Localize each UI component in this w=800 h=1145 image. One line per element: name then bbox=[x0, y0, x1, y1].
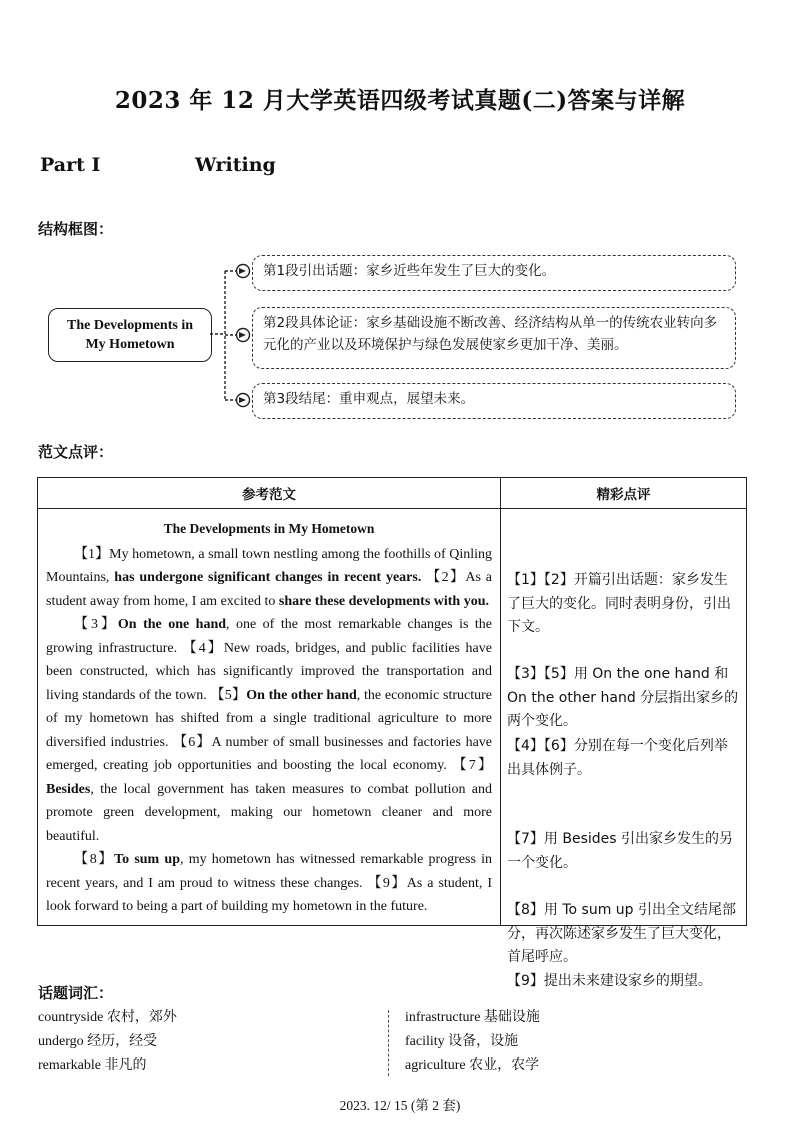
essay-highlight: On the other hand bbox=[246, 687, 357, 703]
essay-highlight: Besides bbox=[46, 781, 91, 797]
essay-highlight: To sum up bbox=[114, 852, 180, 867]
comment-1: 【1】【2】开篇引出话题：家乡发生了巨大的变化。同时表明身份，引出下文。 bbox=[507, 572, 731, 635]
essay-text: 【2】As a student away from home, I am excited to bbox=[46, 570, 492, 609]
comment-cell bbox=[501, 509, 747, 989]
page-title: 2023 年 12 月大学英语四级考试真题(二)答案与详解 bbox=[114, 87, 686, 114]
vocab-item: undergo 经历，经受 bbox=[38, 1034, 158, 1049]
vocab-list-right bbox=[405, 1006, 540, 1078]
vocab-label: 话题词汇： bbox=[38, 984, 114, 1002]
root-line-2: My Hometown bbox=[85, 337, 175, 352]
part-name: Writing bbox=[195, 154, 276, 176]
essay-paragraph-3 bbox=[46, 848, 492, 919]
essay-highlight: has undergone significant changes in recent years. bbox=[114, 570, 422, 585]
vocab-item: infrastructure 基础设施 bbox=[405, 1010, 540, 1025]
root-line-1: The Developments in bbox=[67, 318, 193, 333]
diagram-branch-1: 第1段引出话题：家乡近些年发生了巨大的变化。 bbox=[252, 255, 736, 291]
comment-3: 【4】【6】分别在每一个变化后列举出具体例子。 bbox=[507, 738, 728, 778]
comment-5: 【8】用 To sum up 引出全文结尾部分，再次陈述家乡发生了巨大变化，首尾呼应。 bbox=[507, 902, 737, 965]
essay-text: 【3】 bbox=[74, 617, 118, 632]
essay-highlight: On the one hand bbox=[117, 617, 227, 632]
essay-title: The Developments in My Hometown bbox=[163, 521, 375, 536]
vocab-item: agriculture 农业，农学 bbox=[405, 1058, 540, 1073]
vocab-divider bbox=[388, 1010, 389, 1076]
review-label: 范文点评： bbox=[38, 443, 114, 461]
vocab-list-left bbox=[38, 1006, 177, 1078]
page-footer: 2023. 12/ 15 (第 2 套) bbox=[339, 1098, 461, 1113]
essay-text: , my hometown has witnessed remarkable progress in recent years, and I am proud to witness these changes. 【9】As a student, I look forward to being a part of building my hometown in the future. bbox=[46, 852, 493, 914]
essay-text: 【8】 bbox=[74, 852, 115, 867]
comment-4: 【7】用 Besides 引出家乡发生的另一个变化。 bbox=[507, 831, 734, 871]
vocab-item: countryside 农村，郊外 bbox=[38, 1010, 177, 1025]
essay-text: , the local government has taken measures to combat pollution and promote green development, making our hometown cleaner and more beautiful. bbox=[46, 781, 492, 844]
column-header-comment: 精彩点评 bbox=[501, 478, 747, 509]
essay-cell bbox=[38, 509, 501, 926]
diagram-branch-2: 第2段具体论证：家乡基础设施不断改善、经济结构从单一的传统农业转向多元化的产业以及环境保护与绿色发展使家乡更加干净、美丽。 bbox=[252, 307, 736, 369]
column-header-essay: 参考范文 bbox=[38, 478, 501, 509]
essay-highlight: share these developments with you. bbox=[278, 593, 490, 609]
diagram-branch-3: 第3段结尾：重申观点，展望未来。 bbox=[252, 383, 736, 419]
essay-text: 【1】My hometown, a small town nestling among the foothills of Qinling Mountains, bbox=[46, 546, 492, 585]
review-table bbox=[37, 477, 747, 989]
structure-label: 结构框图： bbox=[38, 220, 114, 238]
essay-paragraph-1 bbox=[46, 543, 492, 614]
essay-text: , the economic structure of my hometown has shifted from a single traditional agriculture to more diversified industries. 【6】A number of small businesses and factories have emerged, creating job opportunities and boosting the local economy. 【7】 bbox=[46, 687, 493, 773]
part-number: Part Ⅰ bbox=[40, 154, 101, 176]
essay-paragraph-2 bbox=[46, 613, 492, 848]
essay-text: , one of the most remarkable changes is the growing infrastructure. 【4】New roads, bridges, and public facilities have been constructed, which has significantly improved the transportation and living standards of the town. 【5】 bbox=[46, 617, 492, 703]
comment-6: 【9】提出未来建设家乡的期望。 bbox=[507, 973, 712, 989]
vocab-item: remarkable 非凡的 bbox=[38, 1058, 147, 1073]
comment-2: 【3】【5】用 On the one hand 和 On the other hand 分层指出家乡的两个变化。 bbox=[507, 666, 739, 729]
vocab-item: facility 设备，设施 bbox=[405, 1034, 519, 1049]
diagram-root-node bbox=[48, 308, 212, 362]
